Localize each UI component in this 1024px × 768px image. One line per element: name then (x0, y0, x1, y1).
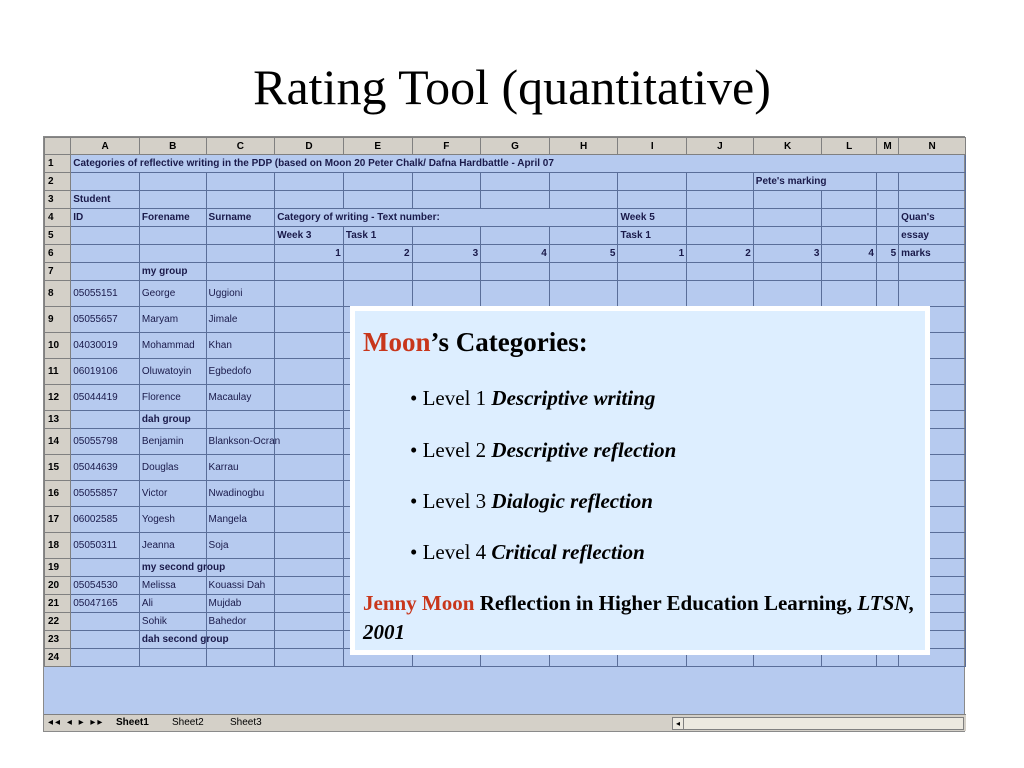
cell[interactable]: my group (139, 263, 206, 281)
cell[interactable]: 05047165 (71, 595, 140, 613)
cell[interactable]: 1 (618, 245, 687, 263)
column-header[interactable]: C (206, 138, 275, 155)
ref-author: Jenny Moon (363, 591, 475, 615)
cell[interactable]: Student (71, 191, 140, 209)
row-header[interactable]: 16 (45, 481, 71, 507)
cell[interactable]: Mangela (206, 507, 275, 533)
cell[interactable]: ID (71, 209, 140, 227)
table-row (45, 191, 966, 209)
cell[interactable]: Category of writing - Text number: (275, 209, 618, 227)
cell[interactable]: 2 (687, 245, 754, 263)
cell[interactable]: 5 (876, 245, 898, 263)
cell[interactable] (206, 411, 275, 429)
cell[interactable]: Ali (139, 595, 206, 613)
cell[interactable]: Kouassi Dah (206, 577, 275, 595)
cell[interactable] (206, 245, 275, 263)
column-header[interactable]: K (753, 138, 822, 155)
level-item: • Level 3 Dialogic reflection (410, 489, 653, 513)
cell[interactable]: Task 1 (618, 227, 687, 245)
cell[interactable] (549, 281, 618, 307)
cell[interactable]: dah group (139, 411, 206, 429)
cell[interactable]: Week 3 (275, 227, 344, 245)
level-name: Descriptive reflection (491, 438, 677, 462)
row-header[interactable]: 15 (45, 455, 71, 481)
ref-publication: LTSN, 2001 (363, 591, 915, 644)
cell[interactable] (753, 227, 822, 245)
cell[interactable] (275, 533, 344, 559)
cell[interactable]: Sohik (139, 613, 206, 631)
cell[interactable]: Mohammad (139, 333, 206, 359)
cell[interactable] (822, 227, 877, 245)
slide-title: Rating Tool (quantitative) (253, 59, 771, 115)
cell[interactable] (412, 227, 481, 245)
cell[interactable] (275, 455, 344, 481)
cell[interactable] (753, 209, 822, 227)
cell[interactable]: Blankson-Ocran (206, 429, 275, 455)
cell[interactable] (822, 209, 877, 227)
cell[interactable] (206, 263, 275, 281)
cell[interactable] (139, 191, 206, 209)
row-header[interactable]: 7 (45, 263, 71, 281)
cell[interactable] (71, 559, 140, 577)
cell[interactable]: Jeanna (139, 533, 206, 559)
cell[interactable] (876, 191, 898, 209)
cell[interactable] (206, 227, 275, 245)
cell[interactable]: 3 (753, 245, 822, 263)
cell[interactable] (412, 281, 481, 307)
cell[interactable] (753, 263, 822, 281)
column-header[interactable]: M (876, 138, 898, 155)
cell[interactable] (876, 227, 898, 245)
row-header[interactable]: 10 (45, 333, 71, 359)
cell[interactable] (876, 209, 898, 227)
cell[interactable]: Macaulay (206, 385, 275, 411)
column-header[interactable]: N (899, 138, 966, 155)
cell[interactable] (275, 631, 344, 649)
row-header[interactable]: 24 (45, 649, 71, 667)
heading-moon: Moon (363, 327, 431, 357)
cell[interactable]: Quan's (899, 209, 966, 227)
row-header[interactable]: 23 (45, 631, 71, 649)
cell[interactable] (481, 191, 550, 209)
cell[interactable]: essay (899, 227, 966, 245)
cell[interactable] (687, 227, 754, 245)
cell[interactable] (687, 209, 754, 227)
column-header[interactable]: D (275, 138, 344, 155)
cell[interactable]: dah second group (139, 631, 206, 649)
sheet-tab-bar (44, 714, 966, 731)
cell[interactable]: Soja (206, 533, 275, 559)
cell[interactable]: Melissa (139, 577, 206, 595)
cell[interactable] (275, 429, 344, 455)
column-header[interactable]: G (481, 138, 550, 155)
cell[interactable] (876, 263, 898, 281)
cell[interactable] (618, 173, 687, 191)
cell[interactable] (206, 649, 275, 667)
cell[interactable]: Pete's marking (753, 173, 876, 191)
row-header[interactable]: 11 (45, 359, 71, 385)
cell[interactable]: 05055151 (71, 281, 140, 307)
cell[interactable]: 05055657 (71, 307, 140, 333)
cell[interactable] (753, 281, 822, 307)
scroll-left-icon[interactable]: ◂ (673, 718, 684, 729)
cell[interactable] (343, 263, 412, 281)
cell[interactable] (899, 263, 966, 281)
cell[interactable]: Task 1 (343, 227, 412, 245)
row-header[interactable]: 22 (45, 613, 71, 631)
cell[interactable]: 1 (275, 245, 344, 263)
cell[interactable] (275, 281, 344, 307)
cell[interactable] (876, 281, 898, 307)
cell[interactable]: Bahedor (206, 613, 275, 631)
cell[interactable]: 5 (549, 245, 618, 263)
cell[interactable]: 06019106 (71, 359, 140, 385)
cell[interactable] (822, 191, 877, 209)
cell[interactable] (275, 173, 344, 191)
cell[interactable] (275, 577, 344, 595)
cell[interactable] (139, 649, 206, 667)
cell[interactable]: 05050311 (71, 533, 140, 559)
cell[interactable]: 05044419 (71, 385, 140, 411)
cell[interactable] (899, 281, 966, 307)
row-header[interactable]: 5 (45, 227, 71, 245)
cell[interactable]: Egbedofo (206, 359, 275, 385)
column-header[interactable]: L (822, 138, 877, 155)
cell[interactable] (275, 333, 344, 359)
cell[interactable] (481, 263, 550, 281)
row-header[interactable]: 4 (45, 209, 71, 227)
cell[interactable]: 05054530 (71, 577, 140, 595)
cell[interactable]: Yogesh (139, 507, 206, 533)
level-item: • Level 2 Descriptive reflection (410, 438, 677, 462)
row-header[interactable]: 19 (45, 559, 71, 577)
sheet-nav-arrows[interactable]: ◂◂ ◂ ▸ ▸▸ (48, 717, 105, 728)
cell[interactable]: Victor (139, 481, 206, 507)
cell[interactable] (71, 227, 140, 245)
cell[interactable] (412, 173, 481, 191)
cell[interactable]: Week 5 (618, 209, 687, 227)
row-header[interactable]: 18 (45, 533, 71, 559)
cell[interactable] (412, 263, 481, 281)
column-header[interactable]: F (412, 138, 481, 155)
cell[interactable]: George (139, 281, 206, 307)
level-name: Critical reflection (491, 540, 645, 564)
column-header[interactable]: B (139, 138, 206, 155)
cell[interactable]: 05055857 (71, 481, 140, 507)
column-header[interactable]: H (549, 138, 618, 155)
row-header[interactable]: 6 (45, 245, 71, 263)
cell[interactable] (71, 245, 140, 263)
cell[interactable]: Jimale (206, 307, 275, 333)
cell[interactable] (618, 191, 687, 209)
cell[interactable] (549, 173, 618, 191)
table-row (45, 227, 966, 245)
ref-title: Reflection in Higher Education Learning (474, 591, 847, 615)
column-header[interactable]: A (71, 138, 140, 155)
row-header[interactable]: 20 (45, 577, 71, 595)
column-header[interactable]: I (618, 138, 687, 155)
cell[interactable] (481, 281, 550, 307)
row-header[interactable]: 14 (45, 429, 71, 455)
cell[interactable] (275, 613, 344, 631)
reference: Jenny Moon Reflection in Higher Education Learning, LTSN, 2001 (363, 591, 915, 644)
cell[interactable]: Florence (139, 385, 206, 411)
cell[interactable] (206, 173, 275, 191)
cell[interactable]: Khan (206, 333, 275, 359)
cell[interactable] (275, 649, 344, 667)
cell[interactable] (753, 191, 822, 209)
cell[interactable]: Douglas (139, 455, 206, 481)
cell[interactable] (549, 227, 618, 245)
cell[interactable] (412, 191, 481, 209)
column-header[interactable]: J (687, 138, 754, 155)
row-header[interactable]: 3 (45, 191, 71, 209)
cell[interactable] (481, 173, 550, 191)
row-header[interactable]: 13 (45, 411, 71, 429)
cell[interactable] (876, 173, 898, 191)
cell[interactable] (275, 263, 344, 281)
cell[interactable]: Maryam (139, 307, 206, 333)
column-header[interactable]: E (343, 138, 412, 155)
cell[interactable]: 4 (481, 245, 550, 263)
cell[interactable] (275, 385, 344, 411)
level-name: Descriptive writing (491, 386, 656, 410)
cell[interactable] (139, 173, 206, 191)
cell[interactable]: 06002585 (71, 507, 140, 533)
cell[interactable] (275, 359, 344, 385)
cell[interactable] (343, 173, 412, 191)
cell[interactable]: Karrau (206, 455, 275, 481)
row-header[interactable]: 12 (45, 385, 71, 411)
tab-sheet3[interactable]: Sheet3 (230, 717, 262, 728)
level-name: Dialogic reflection (491, 489, 653, 513)
cell[interactable] (549, 263, 618, 281)
cell[interactable] (687, 173, 754, 191)
cell[interactable]: 05055798 (71, 429, 140, 455)
cell[interactable]: Surname (206, 209, 275, 227)
cell[interactable]: 04030019 (71, 333, 140, 359)
tab-sheet1[interactable]: Sheet1 (116, 717, 149, 728)
row-header[interactable]: 2 (45, 173, 71, 191)
cell[interactable]: Mujdab (206, 595, 275, 613)
table-row (45, 263, 966, 281)
cell[interactable]: my second group (139, 559, 206, 577)
cell[interactable] (275, 411, 344, 429)
cell[interactable] (899, 173, 966, 191)
cell[interactable]: 3 (412, 245, 481, 263)
callout-body (355, 311, 925, 650)
cell[interactable] (549, 191, 618, 209)
table-row (45, 245, 966, 263)
callout-heading (363, 327, 588, 358)
table-row (45, 173, 966, 191)
cell[interactable] (618, 281, 687, 307)
row-header[interactable]: 8 (45, 281, 71, 307)
cell[interactable] (687, 281, 754, 307)
cell[interactable] (899, 191, 966, 209)
heading-rest: ’s Categories: (430, 327, 588, 357)
cell[interactable]: Oluwatoyin (139, 359, 206, 385)
tab-sheet2[interactable]: Sheet2 (172, 717, 204, 728)
cell[interactable] (275, 191, 344, 209)
cell[interactable] (206, 191, 275, 209)
table-row (45, 209, 966, 227)
cell[interactable] (687, 191, 754, 209)
horizontal-scrollbar[interactable] (672, 717, 964, 730)
cell[interactable]: 05044639 (71, 455, 140, 481)
cell[interactable] (139, 227, 206, 245)
cell[interactable]: Uggioni (206, 281, 275, 307)
level-item: • Level 1 Descriptive writing (410, 386, 656, 410)
cell[interactable] (71, 613, 140, 631)
cell[interactable] (822, 263, 877, 281)
table-row (45, 281, 966, 307)
row-header[interactable]: 1 (45, 155, 71, 173)
cell[interactable] (71, 649, 140, 667)
level-item: • Level 4 Critical reflection (410, 540, 645, 564)
cell[interactable] (139, 245, 206, 263)
cell[interactable] (822, 281, 877, 307)
cell[interactable]: Categories of reflective writing in the PDP (based on Moon 20 Peter Chalk/ Dafna Hardbattle - April 07 (71, 155, 966, 173)
row-header[interactable]: 17 (45, 507, 71, 533)
cell[interactable] (618, 263, 687, 281)
cell[interactable]: Benjamin (139, 429, 206, 455)
cell[interactable] (343, 281, 412, 307)
cell[interactable] (275, 595, 344, 613)
cell[interactable] (275, 559, 344, 577)
cell[interactable] (71, 263, 140, 281)
cell[interactable]: 4 (822, 245, 877, 263)
row-header[interactable]: 21 (45, 595, 71, 613)
cell[interactable]: marks (899, 245, 966, 263)
cell[interactable] (481, 227, 550, 245)
row-header[interactable]: 9 (45, 307, 71, 333)
cell[interactable]: Forename (139, 209, 206, 227)
select-all-corner[interactable] (45, 138, 71, 155)
cell[interactable] (71, 411, 140, 429)
cell[interactable] (71, 173, 140, 191)
cell[interactable]: 2 (343, 245, 412, 263)
cell[interactable] (687, 263, 754, 281)
cell[interactable] (275, 481, 344, 507)
cell[interactable] (343, 191, 412, 209)
moon-categories-callout (350, 306, 930, 655)
table-row (45, 155, 966, 173)
cell[interactable] (275, 307, 344, 333)
cell[interactable] (71, 631, 140, 649)
cell[interactable]: Nwadinogbu (206, 481, 275, 507)
cell[interactable] (275, 507, 344, 533)
